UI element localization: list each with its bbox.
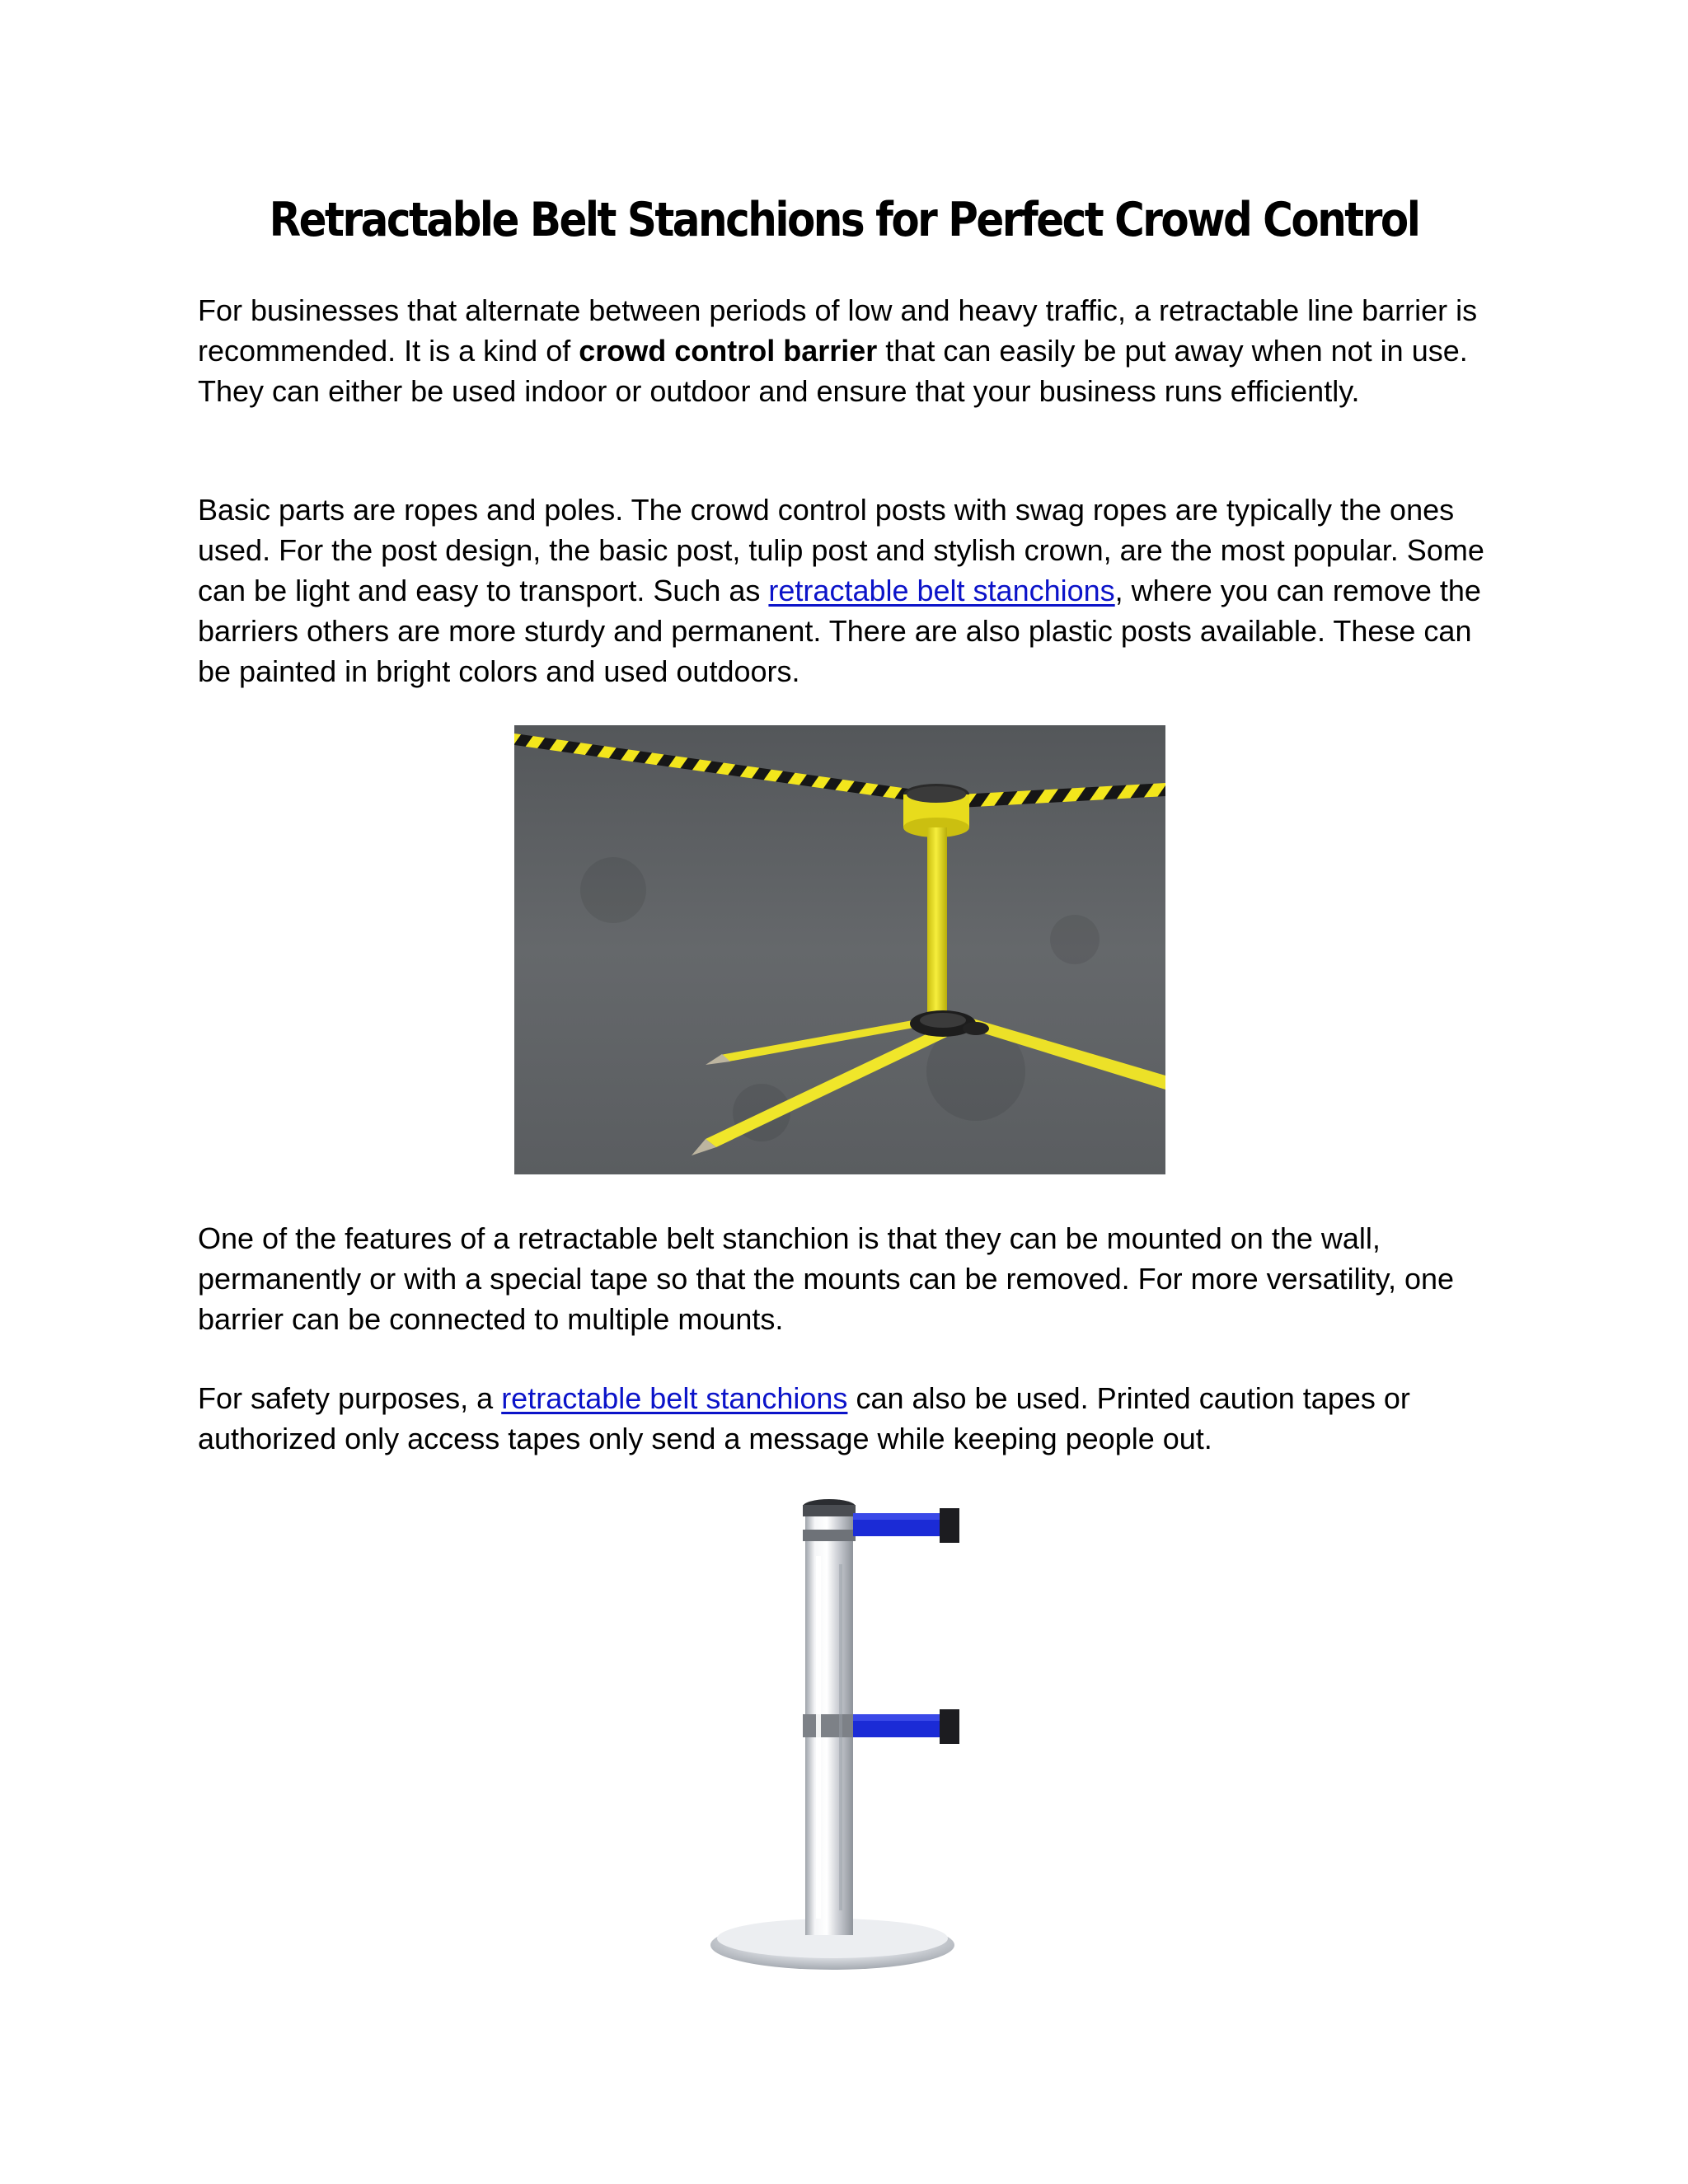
- paragraph-basic-parts: [198, 490, 1500, 691]
- paragraph-features: One of the features of a retractable belt stanchion is that they can be mounted on the wall, permanently or with a special tape so that the mounts can be removed. For more versatility, one barrier can be connected to multiple mounts.: [198, 1221, 1455, 1336]
- chrome-stanchion-photo: [701, 1490, 977, 1980]
- paragraph-intro-text-start: For businesses that alternate between periods of low and heavy traffic, a retractable line barrier is recommended. It is a kind of: [198, 293, 1478, 368]
- paragraph-safety-text-end: can also be used. Printed caution tapes or authorized only access tapes only send a message while keeping people out.: [198, 1381, 1410, 1455]
- document-title: Retractable Belt Stanchions for Perfect Crowd Control: [269, 192, 1419, 247]
- paragraph-safety-text-start: For safety purposes, a: [198, 1381, 502, 1415]
- yellow-stanchion-photo: [514, 725, 1165, 1174]
- paragraph-safety: [198, 1378, 1500, 1459]
- paragraph-intro-text-end: that can easily be put away when not in use. They can either be used indoor or outdoor and ensure that your business runs efficiently.: [198, 334, 1468, 408]
- link-retractable-belt-stanchions-1[interactable]: retractable belt stanchions: [768, 574, 1115, 607]
- link-retractable-belt-stanchions-2[interactable]: retractable belt stanchions: [501, 1381, 848, 1415]
- bold-term-crowd-control-barrier: crowd control barrier: [579, 334, 878, 368]
- paragraph-intro: [198, 290, 1500, 411]
- paragraph-basic-parts-text-end: , where you can remove the barriers others are more sturdy and permanent. There are also plastic posts available. These can be painted in bright colors and used outdoors.: [198, 574, 1481, 688]
- paragraph-basic-parts-text-start: Basic parts are ropes and poles. The crowd control posts with swag ropes are typically the ones used. For the post design, the basic post, tulip post and stylish crown, are the most popular. Some can be light and easy to transport. Such as: [198, 493, 1484, 607]
